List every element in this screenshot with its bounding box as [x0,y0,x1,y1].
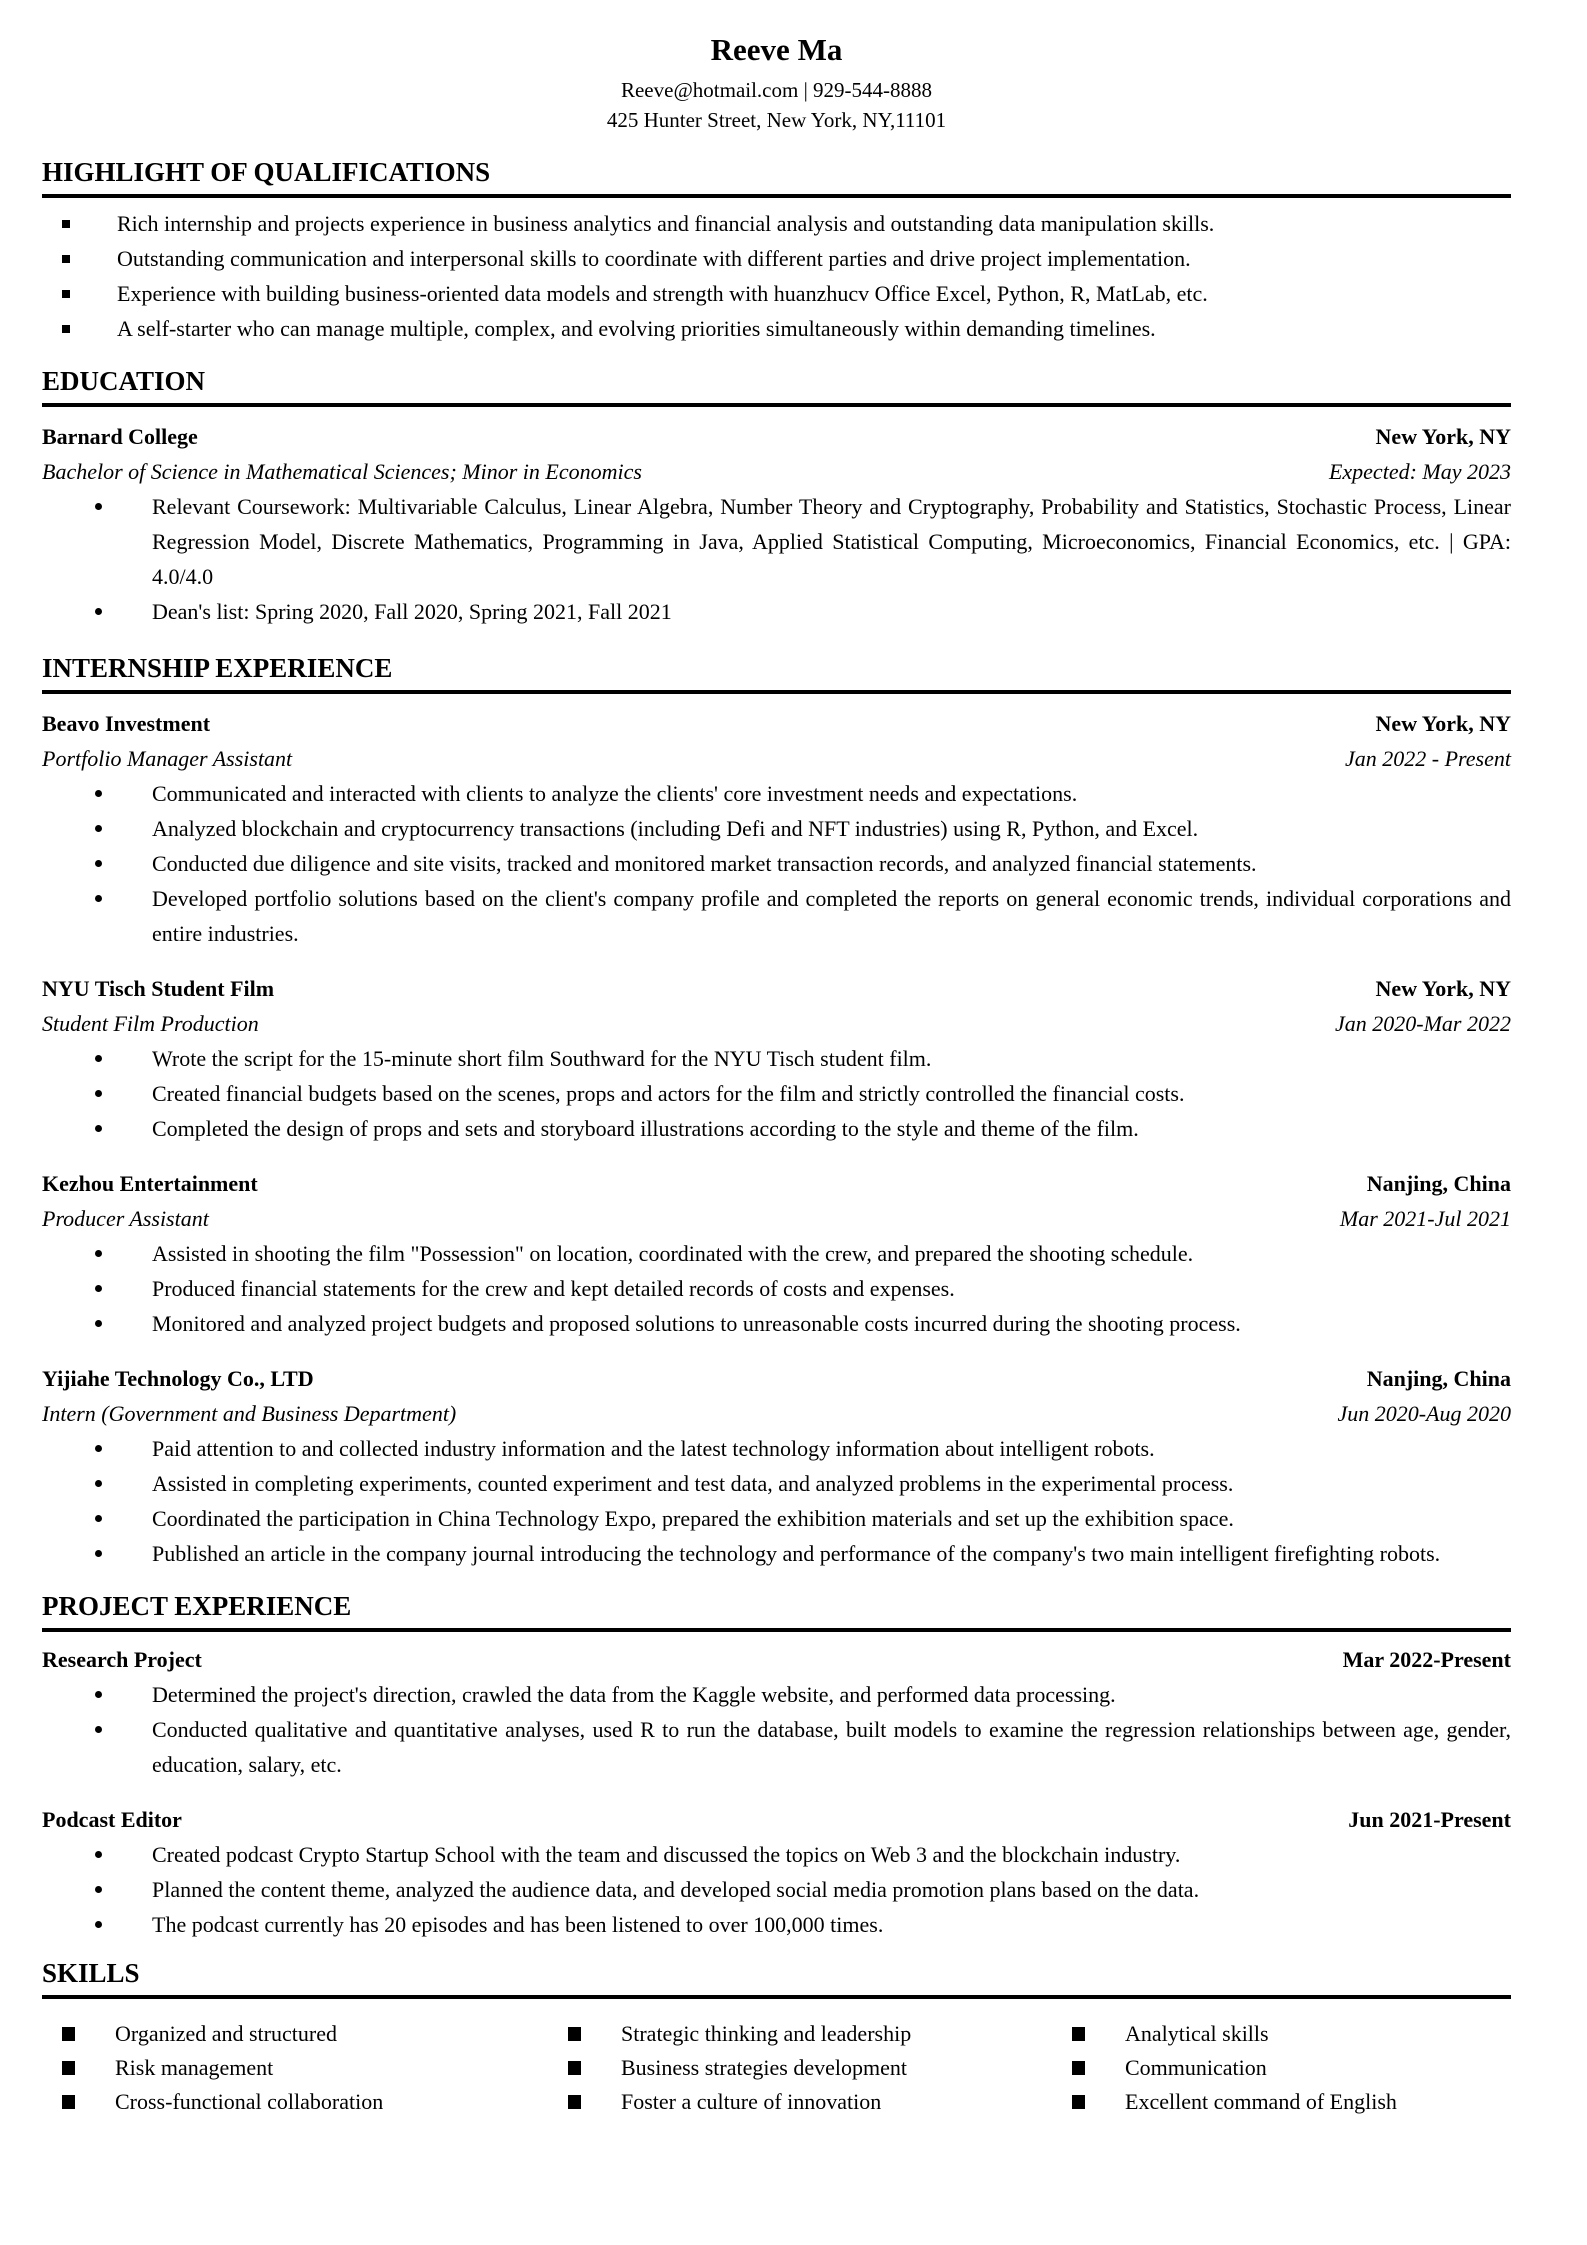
project-bullet: The podcast currently has 20 episodes and has been listened to over 100,000 times. [42,1907,1511,1942]
job-company-row [42,706,1511,741]
project-bullet: Created podcast Crypto Startup School with the team and discussed the topics on Web 3 and the blockchain industry. [42,1837,1511,1872]
company-location: Nanjing, China [1366,1366,1511,1391]
skill-item: Foster a culture of innovation [568,2085,1072,2119]
job-bullet: Wrote the script for the 15-minute short film Southward for the NYU Tisch student film. [42,1041,1511,1076]
job-bullet: Analyzed blockchain and cryptocurrency transactions (including Defi and NFT industries) using R, Python, and Excel. [42,811,1511,846]
school-name: Barnard College [42,424,198,449]
education-bullet: Dean's list: Spring 2020, Fall 2020, Spring 2021, Fall 2021 [42,594,1511,629]
qualifications-list [42,206,1511,346]
job-bullet: Assisted in shooting the film "Possession" on location, coordinated with the crew, and prepared the shooting schedule. [42,1236,1511,1271]
education-degree-row [42,454,1511,489]
project-bullets [42,1677,1511,1782]
job-bullet: Created financial budgets based on the scenes, props and actors for the film and strictly controlled the financial costs. [42,1076,1511,1111]
skill-item: Excellent command of English [1072,2085,1511,2119]
job-bullet: Communicated and interacted with clients to analyze the clients' core investment needs and expectations. [42,776,1511,811]
degree-name: Bachelor of Science in Mathematical Sciences; Minor in Economics [42,459,642,484]
qualification-bullet: Outstanding communication and interpersonal skills to coordinate with different parties and drive project implementation. [42,241,1511,276]
company-location: Nanjing, China [1366,1171,1511,1196]
skills-grid [42,2017,1511,2119]
project-title-row [42,1802,1511,1837]
job-title: Intern (Government and Business Department) [42,1401,457,1426]
skill-item: Communication [1072,2051,1511,2085]
section-title-internship: INTERNSHIP EXPERIENCE [42,651,1511,694]
job-title: Portfolio Manager Assistant [42,746,293,771]
company-location: New York, NY [1375,711,1511,736]
section-education [42,364,1511,629]
job-yijiahe-technology [42,1361,1511,1571]
job-bullet: Paid attention to and collected industry information and the latest technology information about intelligent robots. [42,1431,1511,1466]
education-bullet: Relevant Coursework: Multivariable Calculus, Linear Algebra, Number Theory and Cryptography, Probability and Statistics, Stochastic Process, Linear Regression Model, Discrete Mathematics, Programming in Java, Applied Statistical Computing, Microeconomics, Financial Economics, etc. | GPA: 4.0/4.0 [42,489,1511,594]
resume-header [42,30,1511,135]
candidate-name: Reeve Ma [710,32,843,67]
qualification-bullet: Rich internship and projects experience in business analytics and financial analysis and outstanding data manipulation skills. [42,206,1511,241]
job-title: Student Film Production [42,1011,259,1036]
project-name: Research Project [42,1647,202,1672]
job-role-row [42,1006,1511,1041]
skill-item: Organized and structured [62,2017,568,2051]
company-name: Kezhou Entertainment [42,1171,258,1196]
skill-item: Risk management [62,2051,568,2085]
job-company-row [42,971,1511,1006]
company-name: Yijiahe Technology Co., LTD [42,1366,314,1391]
job-bullet: Monitored and analyzed project budgets and proposed solutions to unreasonable costs incurred during the shooting process. [42,1306,1511,1341]
job-role-row [42,1201,1511,1236]
section-project-experience [42,1589,1511,1942]
project-research [42,1642,1511,1782]
qualification-bullet: Experience with building business-oriented data models and strength with huanzhucv Office Excel, Python, R, MatLab, etc. [42,276,1511,311]
job-bullets [42,776,1511,951]
job-kezhou-entertainment [42,1166,1511,1341]
project-podcast-editor [42,1802,1511,1942]
job-bullet: Completed the design of props and sets and storyboard illustrations according to the style and theme of the film. [42,1111,1511,1146]
project-bullets [42,1837,1511,1942]
job-dates: Jun 2020-Aug 2020 [1337,1401,1511,1426]
job-dates: Mar 2021-Jul 2021 [1339,1206,1511,1231]
section-qualifications [42,155,1511,346]
job-company-row [42,1361,1511,1396]
skill-item: Strategic thinking and leadership [568,2017,1072,2051]
job-bullets [42,1236,1511,1341]
job-bullet: Conducted due diligence and site visits, tracked and monitored market transaction records, and analyzed financial statements. [42,846,1511,881]
job-company-row [42,1166,1511,1201]
job-bullet: Coordinated the participation in China Technology Expo, prepared the exhibition materials and set up the exhibition space. [42,1501,1511,1536]
qualification-bullet: A self-starter who can manage multiple, complex, and evolving priorities simultaneously within demanding timelines. [42,311,1511,346]
skill-item: Business strategies development [568,2051,1072,2085]
project-name: Podcast Editor [42,1807,182,1832]
job-role-row [42,741,1511,776]
section-title-education: EDUCATION [42,364,1511,407]
job-bullet: Produced financial statements for the crew and kept detailed records of costs and expenses. [42,1271,1511,1306]
contact-line: Reeve@hotmail.com | 929-544-8888 [620,78,933,102]
job-title: Producer Assistant [42,1206,209,1231]
section-internship-experience [42,651,1511,1571]
job-beavo-investment [42,706,1511,951]
section-skills [42,1956,1511,2119]
job-bullet: Assisted in completing experiments, counted experiment and test data, and analyzed problems in the experimental process. [42,1466,1511,1501]
school-location: New York, NY [1375,424,1511,449]
job-bullets [42,1041,1511,1146]
project-bullet: Determined the project's direction, crawled the data from the Kaggle website, and performed data processing. [42,1677,1511,1712]
project-bullet: Conducted qualitative and quantitative analyses, used R to run the database, built models to examine the regression relationships between age, gender, education, salary, etc. [42,1712,1511,1782]
job-role-row [42,1396,1511,1431]
education-bullets [42,489,1511,629]
job-bullet: Developed portfolio solutions based on the client's company profile and completed the reports on general economic trends, individual corporations and entire industries. [42,881,1511,951]
project-title-row [42,1642,1511,1677]
project-dates: Mar 2022-Present [1342,1647,1511,1672]
job-dates: Jan 2020-Mar 2022 [1335,1011,1511,1036]
job-nyu-tisch-student-film [42,971,1511,1146]
project-bullet: Planned the content theme, analyzed the audience data, and developed social media promotion plans based on the data. [42,1872,1511,1907]
education-school-row [42,419,1511,454]
company-name: Beavo Investment [42,711,211,736]
project-dates: Jun 2021-Present [1348,1807,1511,1832]
address-line: 425 Hunter Street, New York, NY,11101 [606,108,947,132]
skill-item: Cross-functional collaboration [62,2085,568,2119]
company-location: New York, NY [1375,976,1511,1001]
section-title-qualifications: HIGHLIGHT OF QUALIFICATIONS [42,155,1511,198]
job-bullet: Published an article in the company journal introducing the technology and performance of the company's two main intelligent firefighting robots. [42,1536,1511,1571]
company-name: NYU Tisch Student Film [42,976,275,1001]
section-title-projects: PROJECT EXPERIENCE [42,1589,1511,1632]
section-title-skills: SKILLS [42,1956,1511,1999]
job-dates: Jan 2022 - Present [1345,746,1511,771]
job-bullets [42,1431,1511,1571]
graduation-date: Expected: May 2023 [1328,459,1511,484]
skill-item: Analytical skills [1072,2017,1511,2051]
